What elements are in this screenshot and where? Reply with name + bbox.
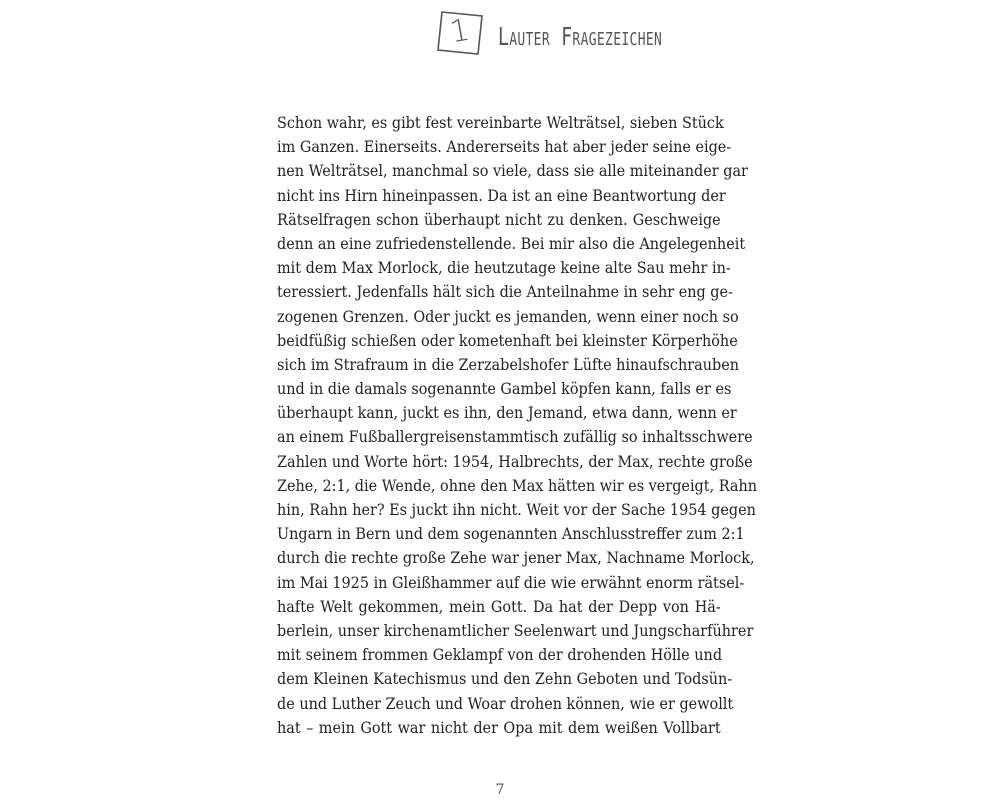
text-line: hafte Welt gekommen, mein Gott. Da hat der Depp von Hä- bbox=[277, 596, 721, 616]
text-line: beidfüßig schießen oder kometenhaft bei kleinster Körperhöhe bbox=[277, 330, 738, 350]
text-line: zogenen Grenzen. Oder juckt es jemanden, wenn einer noch so bbox=[277, 306, 739, 326]
text-line: an einem Fußballergreisenstammtisch zufällig so inhaltsschwere bbox=[277, 427, 753, 447]
text-line: teressiert. Jedenfalls hält sich die Anteilnahme in sehr eng ge- bbox=[277, 282, 733, 302]
text-line: hin, Rahn her? Es juckt ihn nicht. Weit vor der Sache 1954 gegen bbox=[277, 500, 756, 519]
text-line: Zehe, 2:1, die Wende, ohne den Max hätten wir es vergeigt, Rahn bbox=[277, 475, 758, 495]
page-number: 7 bbox=[495, 782, 505, 798]
text-line: und in die damals sogenannte Gambel köpfen kann, falls er es bbox=[277, 379, 732, 399]
chapter-title: Lauter Fragezeichen bbox=[498, 22, 663, 51]
text-line: mit seinem frommen Geklampf von der drohenden Hölle und bbox=[277, 645, 723, 665]
text-line: überhaupt kann, juckt es ihn, den Jemand, etwa dann, wenn er bbox=[277, 403, 737, 423]
text-line: Rätselfragen schon überhaupt nicht zu denken. Geschweige bbox=[277, 209, 721, 229]
text-line: Ungarn in Bern und dem sogenannten Anschlusstreffer zum 2:1 bbox=[277, 524, 745, 544]
body-text bbox=[277, 111, 758, 740]
text-line: im Ganzen. Einerseits. Andererseits hat aber jeder seine eige- bbox=[277, 137, 732, 157]
text-line: de und Luther Zeuch und Woar drohen können, wie er gewollt bbox=[277, 693, 734, 713]
chapter-number: 1 bbox=[447, 12, 473, 51]
text-line: im Mai 1925 in Gleißhammer auf die wie erwähnt enorm rätsel- bbox=[277, 572, 745, 592]
text-line: denn an eine zufriedenstellende. Bei mir also die Angelegenheit bbox=[277, 233, 746, 253]
text-line: sich im Strafraum in die Zerzabelshofer Lüfte hinaufschrauben bbox=[277, 354, 740, 374]
text-line: Zahlen und Worte hört: 1954, Halbrechts, der Max, rechte große bbox=[277, 451, 753, 471]
text-line: Schon wahr, es gibt fest vereinbarte Welträtsel, sieben Stück bbox=[277, 113, 724, 132]
text-line: berlein, unser kirchenamtlicher Seelenwart und Jungscharführer bbox=[277, 620, 754, 640]
chapter-header bbox=[436, 0, 736, 64]
text-line: nicht ins Hirn hineinpassen. Da ist an eine Beantwortung der bbox=[277, 185, 726, 205]
text-line: nen Welträtsel, manchmal so viele, dass sie alle miteinander gar bbox=[277, 161, 748, 181]
text-line: durch die rechte große Zehe war jener Max, Nachname Morlock, bbox=[277, 548, 755, 568]
text-line: mit dem Max Morlock, die heutzutage keine alte Sau mehr in- bbox=[277, 258, 731, 278]
text-line: hat – mein Gott war nicht der Opa mit dem weißen Vollbart bbox=[277, 717, 721, 737]
text-line: dem Kleinen Katechismus und den Zehn Geboten und Todsün- bbox=[277, 669, 733, 689]
